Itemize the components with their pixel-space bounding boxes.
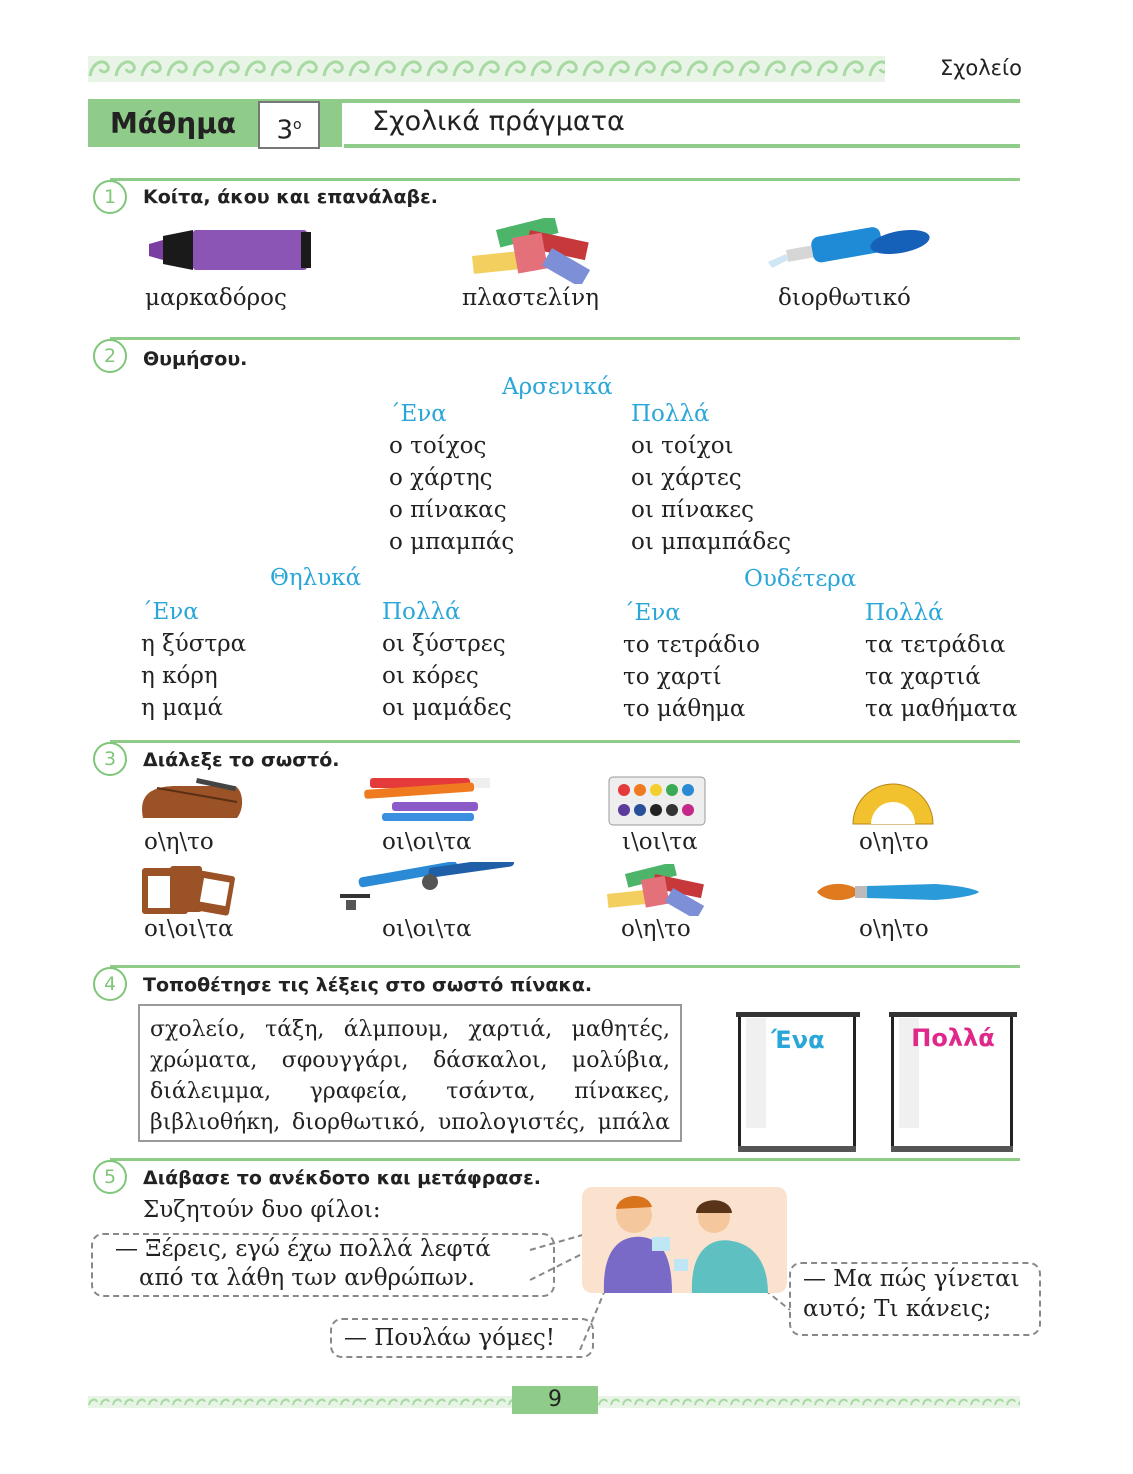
section-title: Σχολείο bbox=[940, 56, 1022, 80]
list-item: οι τοίχοι bbox=[631, 433, 734, 459]
watercolors-icon bbox=[608, 776, 706, 830]
lesson-number-box bbox=[258, 101, 320, 149]
list-item: το χαρτί bbox=[623, 664, 722, 690]
list-item: ο τοίχος bbox=[389, 433, 487, 459]
speech-bubble-3: — Πουλάω γόμες! bbox=[330, 1318, 594, 1358]
lesson-title: Σχολικά πράγματα bbox=[372, 106, 625, 137]
ex5-intro: Συζητούν δυο φίλοι: bbox=[143, 1197, 381, 1223]
compass-icon bbox=[338, 862, 520, 916]
bubble-line: αυτό; Τι κάνεις; bbox=[803, 1296, 992, 1322]
protractor-icon bbox=[851, 776, 935, 830]
feminine-one-column bbox=[141, 596, 246, 724]
notebooks-icon bbox=[140, 864, 240, 920]
list-item: οι μαμάδες bbox=[382, 695, 512, 721]
plasticine-small-icon bbox=[605, 864, 717, 920]
speech-bubble-2 bbox=[789, 1262, 1041, 1336]
page-number: 9 bbox=[512, 1386, 598, 1414]
ex1-instruction: Κοίτα, άκου και επανάλαβε. bbox=[143, 186, 438, 208]
word-line: διάλειμμα, γραφεία, τσάντα, πίνακες, bbox=[150, 1079, 670, 1104]
list-item: το τετράδιο bbox=[623, 632, 761, 658]
list-item: οι κόρες bbox=[382, 663, 479, 689]
ex4-instruction: Τοποθέτησε τις λέξεις στο σωστό πίνακα. bbox=[143, 974, 593, 996]
feminine-many-header: Πολλά bbox=[382, 599, 461, 625]
neuter-title: Ουδέτερα bbox=[744, 566, 857, 592]
masculine-one-column bbox=[389, 398, 514, 558]
list-item: ο μπαμπάς bbox=[389, 529, 515, 555]
ex4-number: 4 bbox=[93, 967, 127, 1001]
ex5-divider bbox=[110, 1158, 1020, 1161]
ex3-divider bbox=[110, 740, 1020, 743]
list-item: η ξύστρα bbox=[141, 631, 247, 657]
ex5-number: 5 bbox=[93, 1160, 127, 1194]
ex2-instruction: Θυμήσου. bbox=[143, 348, 248, 370]
list-item: τα χαρτιά bbox=[865, 664, 981, 690]
lesson-number: 3 bbox=[276, 115, 293, 146]
speech-bubble-1 bbox=[91, 1233, 555, 1297]
pencil-case-icon bbox=[137, 778, 247, 828]
ex3-choice[interactable]: ι\οι\τα bbox=[622, 829, 698, 855]
list-item: οι μπαμπάδες bbox=[631, 529, 792, 555]
neuter-many-column bbox=[865, 597, 1017, 725]
ex3-choice[interactable]: οι\οι\τα bbox=[382, 916, 472, 942]
footer-wave-left bbox=[88, 1393, 512, 1405]
bubble-line: — Ξέρεις, εγώ έχω πολλά λεφτά bbox=[115, 1236, 491, 1262]
neuter-one-header: ΄Ενα bbox=[623, 600, 681, 626]
neuter-many-header: Πολλά bbox=[865, 600, 944, 626]
feminine-title: Θηλυκά bbox=[270, 565, 362, 591]
ex4-divider bbox=[110, 965, 1020, 968]
word-line: χρώματα, σφουγγάρι, δάσκαλοι, μολύβια, bbox=[150, 1048, 670, 1073]
lesson-bar-accent bbox=[320, 101, 342, 147]
board-one[interactable] bbox=[736, 1010, 860, 1152]
ex2-divider bbox=[110, 337, 1020, 340]
footer-wave-right bbox=[598, 1393, 1020, 1405]
board-many-label: Πολλά bbox=[911, 1024, 995, 1052]
ex3-choice[interactable]: ο\η\το bbox=[144, 829, 214, 855]
correction-pen-icon bbox=[768, 226, 933, 278]
feminine-one-header: ΄Ενα bbox=[141, 599, 199, 625]
list-item: ο χάρτης bbox=[389, 465, 493, 491]
ex3-number: 3 bbox=[93, 742, 127, 776]
ex5-instruction: Διάβασε το ανέκδοτο και μετάφρασε. bbox=[143, 1167, 541, 1189]
list-item: οι ξύστρες bbox=[382, 631, 506, 657]
ex3-choice[interactable]: ο\η\το bbox=[859, 829, 929, 855]
list-item: τα τετράδια bbox=[865, 632, 1006, 658]
marker-icon bbox=[145, 226, 315, 278]
masculine-many-column bbox=[631, 398, 791, 558]
ex3-choice[interactable]: ο\η\το bbox=[621, 916, 691, 942]
ex2-number: 2 bbox=[93, 339, 127, 373]
word-box bbox=[138, 1004, 682, 1142]
lesson-label: Μάθημα bbox=[88, 101, 258, 147]
ex3-instruction: Διάλεξε το σωστό. bbox=[143, 749, 340, 771]
list-item: οι χάρτες bbox=[631, 465, 742, 491]
plasticine-icon bbox=[468, 218, 608, 288]
two-friends-illustration bbox=[582, 1187, 787, 1297]
masculine-title: Αρσενικά bbox=[502, 374, 613, 400]
lesson-bar-bottom-line bbox=[344, 144, 1020, 148]
board-many[interactable] bbox=[889, 1010, 1017, 1152]
ex1-divider bbox=[110, 178, 1020, 181]
bubble-line: — Μα πώς γίνεται bbox=[803, 1266, 1020, 1292]
list-item: η μαμά bbox=[141, 695, 224, 721]
ex3-choice[interactable]: ο\η\το bbox=[859, 916, 929, 942]
bubble-line: από τα λάθη των ανθρώπων. bbox=[139, 1265, 475, 1291]
ex3-choice[interactable]: οι\οι\τα bbox=[144, 916, 234, 942]
paintbrush-icon bbox=[815, 878, 980, 910]
masculine-one-header: ΄Ενα bbox=[389, 401, 447, 427]
board-one-label: Ένα bbox=[771, 1026, 825, 1054]
top-wave-decoration bbox=[88, 56, 885, 82]
feminine-many-column bbox=[382, 596, 512, 724]
markers-icon bbox=[362, 776, 497, 828]
list-item: ο πίνακας bbox=[389, 497, 507, 523]
masculine-many-header: Πολλά bbox=[631, 401, 710, 427]
ex1-word-correction-pen: διορθωτικό bbox=[778, 285, 911, 311]
word-line: βιβλιοθήκη, διορθωτικό, υπολογιστές, μπάλα bbox=[150, 1110, 670, 1135]
ex1-word-marker: μαρκαδόρος bbox=[145, 285, 287, 311]
list-item: οι πίνακες bbox=[631, 497, 754, 523]
list-item: τα μαθήματα bbox=[865, 696, 1018, 722]
ex1-number: 1 bbox=[93, 180, 127, 214]
ex1-word-plasticine: πλαστελίνη bbox=[462, 285, 599, 311]
word-line: σχολείο, τάξη, άλμπουμ, χαρτιά, μαθητές, bbox=[150, 1017, 670, 1042]
lesson-number-sup: ο bbox=[292, 117, 302, 133]
list-item: το μάθημα bbox=[623, 696, 746, 722]
ex3-choice[interactable]: οι\οι\τα bbox=[382, 829, 472, 855]
neuter-one-column bbox=[623, 597, 760, 725]
list-item: η κόρη bbox=[141, 663, 218, 689]
